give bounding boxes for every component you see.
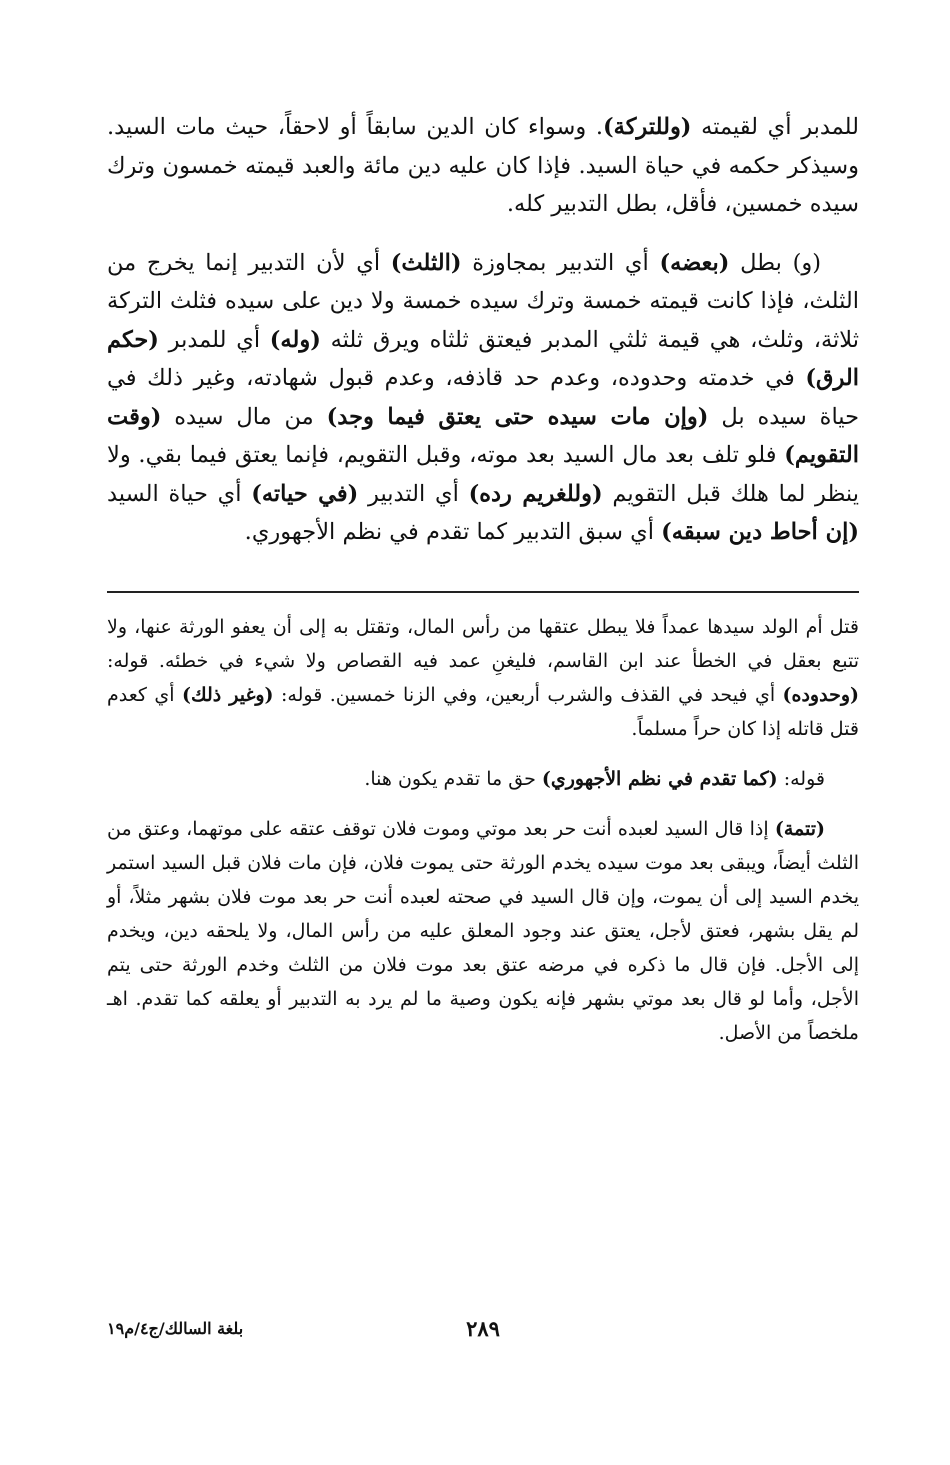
bold-term: (حكم الرق) xyxy=(107,326,859,391)
text-run: أي التدبير بمجاوزة xyxy=(461,249,660,276)
main-text xyxy=(107,108,859,552)
bold-term: (بعضه) xyxy=(659,249,730,276)
book-signature: بلغة السالك/ج٤/م١٩ xyxy=(107,1319,244,1338)
bold-term: (وللتركة) xyxy=(603,114,692,140)
footnotes xyxy=(107,610,859,1050)
text-run: حق ما تقدم يكون هنا. xyxy=(364,768,542,790)
text-run: في خدمته وحدوده، وعدم حد قاذفه، وعدم قبول شهادته، وغير ذلك في حياة سيده بل xyxy=(107,365,859,430)
bold-term: (وله) xyxy=(269,326,321,353)
text-run: إذا قال السيد لعبده أنت حر بعد موتي وموت فلان توقف عتقه على موتهما، وعتق من الثلث أيضاً، ويبقى بعد موت سيده يخدم الورثة حتى يموت فلان، فإن مات فلان قبل السيد استمر يخدم السيد إلى أن يموت، وإن قال السيد في صحته لعبده أنت حر بعد موت فلان بشهر مثلاً، أو لم يقل بشهر، فعتق لأجل، يعتق عند وجود المعلق عليه من رأس المال، ولا يلحقه دين، ويخدم إلى الأجل. فإن قال ما ذكره في مرضه عتق بعد موت فلان من الثلث وخدم الورثة حتى يتم الأجل، وأما لو قال بعد موتي بشهر فإنه يكون وصية ما لم يرد به التدبير أو يعلقه كما تقدم. اهـ ملخصاً من الأصل. xyxy=(107,818,859,1044)
footnote-paragraph-2 xyxy=(107,762,859,796)
text-run: أي لأن التدبير إنما يخرج من الثلث، فإذا كانت قيمته خمسة وترك سيده خمسة ولا دين على سيده فثلث التركة ثلاثة، وثلث، هي قيمة ثلثي المدبر فيعتق ثلثاه ويرق ثلثه xyxy=(107,249,859,353)
text-run: للمدبر أي لقيمته xyxy=(691,114,859,140)
text-run: أي فيحد في القذف والشرب أربعين، وفي الزنا خمسين. قوله: xyxy=(273,684,783,706)
text-run: أي كعدم قتل قاتله إذا كان حراً مسلماً. xyxy=(107,684,859,740)
text-run: أي حياة السيد xyxy=(107,480,252,507)
text-run: أي التدبير xyxy=(358,480,469,507)
text-run: أي للمدبر xyxy=(158,326,270,353)
bold-term: (وإن مات سيده حتى يعتق فيما وجد) xyxy=(326,403,709,430)
text-run: (و) بطل xyxy=(729,249,821,276)
bold-term: (وقت التقويم) xyxy=(107,403,859,468)
text-run: من مال سيده xyxy=(161,403,327,430)
footnote-paragraph-1 xyxy=(107,610,859,746)
bold-term: (كما تقدم في نظم الأجهوري) xyxy=(541,768,778,790)
main-paragraph-1 xyxy=(107,108,859,224)
bold-term: (وللغريم رده) xyxy=(468,480,603,507)
bold-term: (تتمة) xyxy=(774,818,825,840)
text-run: فلو تلف بعد مال السيد بعد موته، وقبل التقويم، فإنما يعتق فيما بقي. ولا ينظر لما هلك قبل التقويم xyxy=(107,442,859,507)
text-run: . وسواء كان الدين سابقاً أو لاحقاً، حيث مات السيد. وسيذكر حكمه في حياة السيد. فإذا كان عليه دين مائة والعبد قيمته خمسون وترك سيده خمسين، فأقل، بطل التدبير كله. xyxy=(107,114,859,217)
footnote-divider xyxy=(107,591,859,593)
main-paragraph-2 xyxy=(107,244,859,552)
footnote-paragraph-3 xyxy=(107,812,859,1050)
bold-term: (وغير ذلك) xyxy=(181,684,274,706)
bold-term: (وحدوده) xyxy=(782,684,859,706)
bold-term: (في حياته) xyxy=(251,480,359,507)
bold-term: (إن أحاط دين سبقه) xyxy=(661,519,859,545)
page-footer xyxy=(107,1316,859,1356)
text-run: أي سبق التدبير كما تقدم في نظم الأجهوري. xyxy=(244,519,662,545)
bold-term: (الثلث) xyxy=(390,249,462,276)
text-run: قوله: xyxy=(777,768,825,790)
page-number: ٢٨٩ xyxy=(466,1316,500,1341)
text-run: قتل أم الولد سيدها عمداً فلا يبطل عتقها من رأس المال، وتقتل به إلى أن يعفو الورثة عنها، ولا تتبع بعقل في الخطأ عند ابن القاسم، فليغنِ عمد فيه القصاص ولا شيء في خطئه. قوله: xyxy=(107,616,859,672)
